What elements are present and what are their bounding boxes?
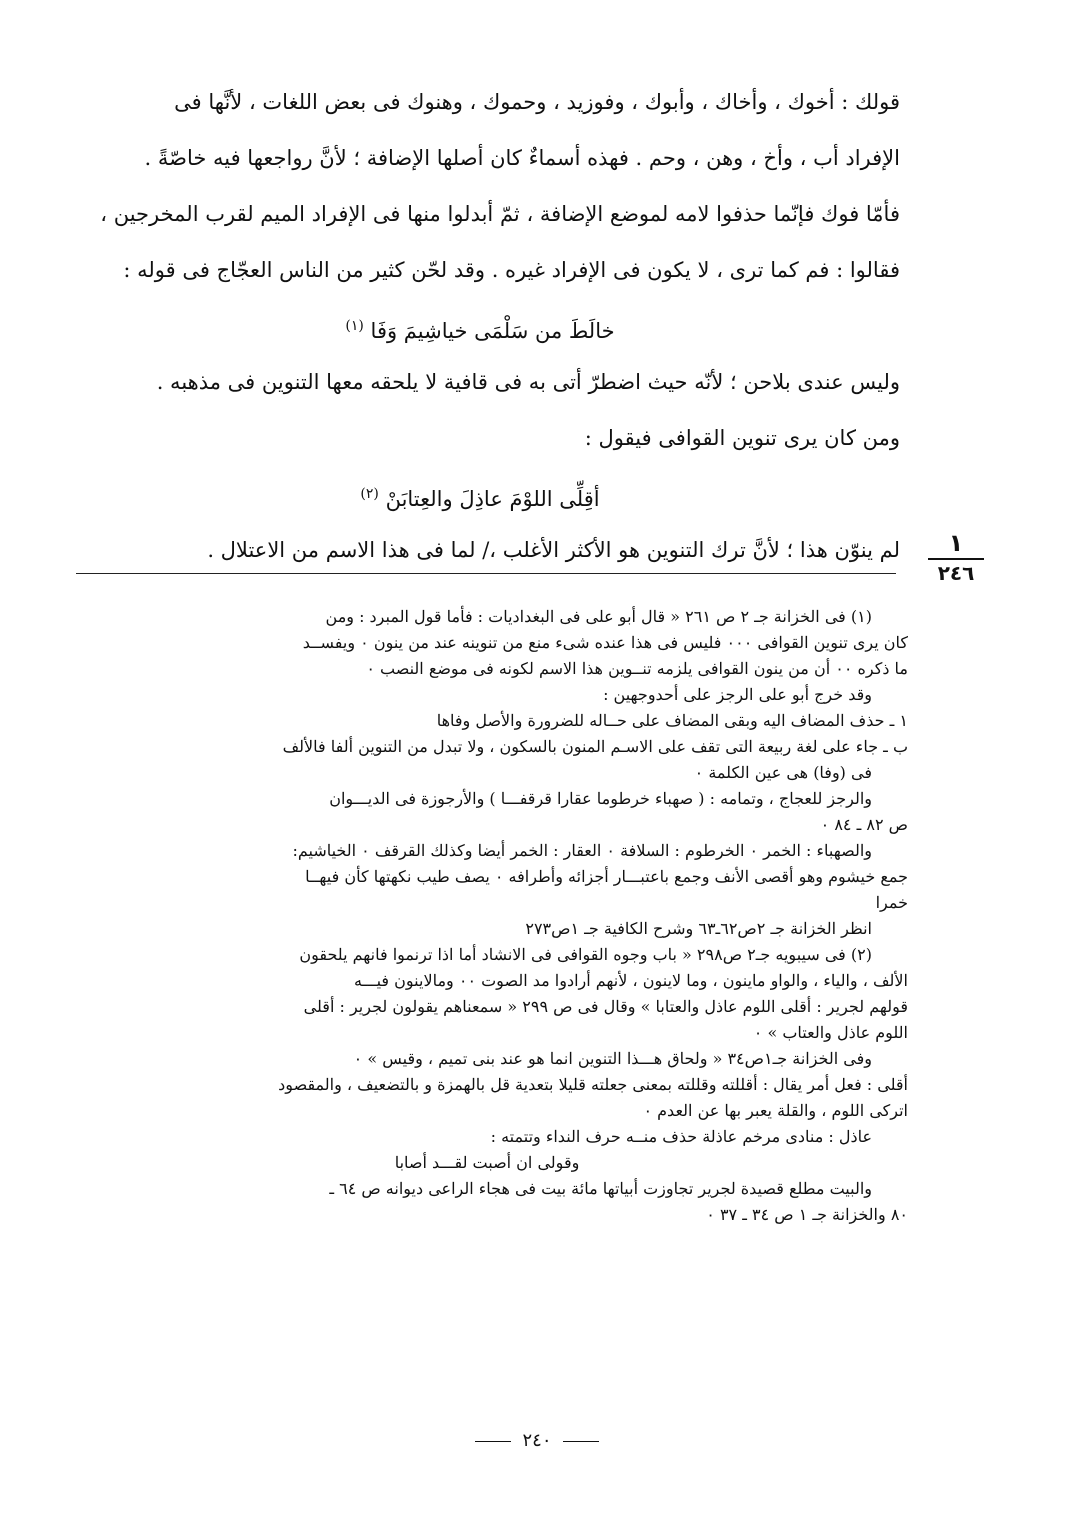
footnote-line: ما ذكره ٠٠ أن من ينون القوافى يلزمه تنــوين هذا الاسم لكونه فى موضع النصب ٠ <box>366 659 908 678</box>
verse-line-1 <box>60 302 900 358</box>
folio-dash <box>475 1441 511 1442</box>
verse-line-2 <box>60 470 900 526</box>
main-line: الإفراد أب ، وأخ ، وهن ، وحم . فهذه أسماءٌ كان أصلها الإضافة ؛ لأنَّ رواجعها فيه خاصّةً . <box>144 146 900 170</box>
footnote-ref-2: (٢) <box>360 486 379 502</box>
margin-number-top: ١ <box>928 530 984 560</box>
main-line: وليس عندى بلاحن ؛ لأنّه حيث اضطرّ أتى به فى قافية لا يلحقه معها التنوين فى مذهبه . <box>156 370 900 394</box>
main-line: قولك : أخوك ، وأخاك ، وأبوك ، وفوزيد ، وحموك ، وهنوك فى بعض اللغات ، لأنَّها فى <box>174 90 900 114</box>
footnote-line: والبيت مطلع قصيدة لجرير تجاوزت أبياتها مائة بيت فى هجاء الراعى ديوانه ص ٦٤ ـ <box>329 1179 872 1198</box>
footnotes <box>66 604 908 1228</box>
page-number <box>0 1430 1074 1451</box>
verse-text: خالَطَ من سَلْمَى خياشِيمَ وَفَا <box>370 319 615 343</box>
footnote-line: ب ـ جاء على لغة ربيعة التى تقف على الاسـم المنون بالسكون ، ولا تبدل من التنوين ألفا فالألف <box>282 737 908 756</box>
main-line: ومن كان يرى تنوين القوافى فيقول : <box>584 426 900 450</box>
footnote-line: عاذل : منادى مرخم عاذلة حذف منــه حرف النداء وتتمته : <box>490 1127 872 1146</box>
footnote-line: وفى الخزانة جـ١ص٣٤ « ولحاق هـــذا التنوين انما هو عند بنى تميم ، وقيس » ٠ <box>353 1049 872 1068</box>
footnote-line: خمرا <box>875 893 908 912</box>
margin-number-bottom: ٢٤٦ <box>937 561 975 585</box>
margin-page-reference <box>928 530 984 586</box>
footnote-separator <box>76 573 896 574</box>
footnote-line: أقلى : فعل أمر يقال : أقللته وقللته بمعنى جعلته قليلا بتعدية قل بالهمزة و بالتضعيف ، والمقصود <box>278 1075 908 1094</box>
footnote-ref-1: (١) <box>345 318 364 334</box>
footnote-line: جمع خيشوم وهو أقصى الأنف وجمع باعتبـــار أجزائه وأطرافه ٠ يصف طيب نكهتها كأن فيهــا <box>305 867 908 886</box>
footnote-line: والرجز للعجاج ، وتمامه : ( صهباء خرطوما عقارا قرقفـــا ) والأرجوزة فى الديـــوان <box>329 789 872 808</box>
footnote-line: (٢) فى سيبويه جـ٢ ص٢٩٨ « باب وجوه القوافى فى الانشاد أما اذا ترنموا فانهم يلحقون <box>299 945 872 964</box>
main-line: فقالوا : فم كما ترى ، لا يكون فى الإفراد غيره . وقد لحّن كثير من الناس العجّاج فى قوله : <box>123 258 900 282</box>
footnote-line: وقولى ان أصبت لقـــد أصابا <box>394 1153 580 1172</box>
folio-dash <box>563 1441 599 1442</box>
footnote-line: ٨٠ والخزانة جـ ١ ص ٣٤ ـ ٣٧ ٠ <box>706 1205 908 1224</box>
footnote-line: اللوم عاذل والعتاب » ٠ <box>753 1023 908 1042</box>
main-line: لم ينوّن هذا ؛ لأنَّ ترك التنوين هو الأكثر الأغلب ،/ لما فى هذا الاسم من الاعتلال . <box>207 538 900 562</box>
footnote-line: والصهباء : الخمر ٠ الخرطوم : السلافة ٠ العقار : الخمر أيضا وكذلك القرقف ٠ الخياشيم: <box>292 841 872 860</box>
footnote-line: وقد خرج أبو على الرجز على أحدوجهين : <box>603 685 872 704</box>
footnote-line: كان يرى تنوين القوافى ٠٠٠ فليس فى هذا عنده شىء منع من تنوينه عند من ينون ٠ ويفســد <box>302 633 908 652</box>
footnote-line: الألف ، والياء ، والواو ماينون ، وما لاينون ، لأنهم أرادوا مد الصوت ٠٠ ومالاينون فيـــه <box>353 971 908 990</box>
footnote-line: انظر الخزانة جـ ٢ص٦٢ـ٦٣ وشرح الكافية جـ ١ص٢٧٣ <box>525 919 872 938</box>
main-text <box>60 78 900 582</box>
footnote-line: ص ٨٢ ـ ٨٤ ٠ <box>820 815 908 834</box>
page-number-text: ٢٤٠ <box>522 1430 552 1451</box>
footnote-line: فى (وفا) هى عين الكلمة ٠ <box>694 763 872 782</box>
main-line: فأمّا فوك فإنّما حذفوا لامه لموضع الإضافة ، ثمّ أبدلوا منها فى الإفراد الميم لقرب المخرجين ، <box>100 202 900 226</box>
footnote-line: قولهم لجرير : أقلى اللوم عاذل والعتابا » وقال فى ص ٢٩٩ « سمعناهم يقولون لجرير : أقلى <box>303 997 908 1016</box>
verse-text: أقِلِّى اللوْمَ عاذِلَ والعِتابَنْ <box>385 487 600 511</box>
footnote-line: اتركى اللوم ، والقلة يعبر بها عن العدم ٠ <box>643 1101 908 1120</box>
footnote-line: (١) فى الخزانة جـ ٢ ص ٢٦١ « قال أبو على فى البغداديات : فأما قول المبرد : ومن <box>325 607 872 626</box>
footnote-line: ١ ـ حذف المضاف اليه وبقى المضاف على حــاله للضرورة والأصل وفاها <box>436 711 908 730</box>
